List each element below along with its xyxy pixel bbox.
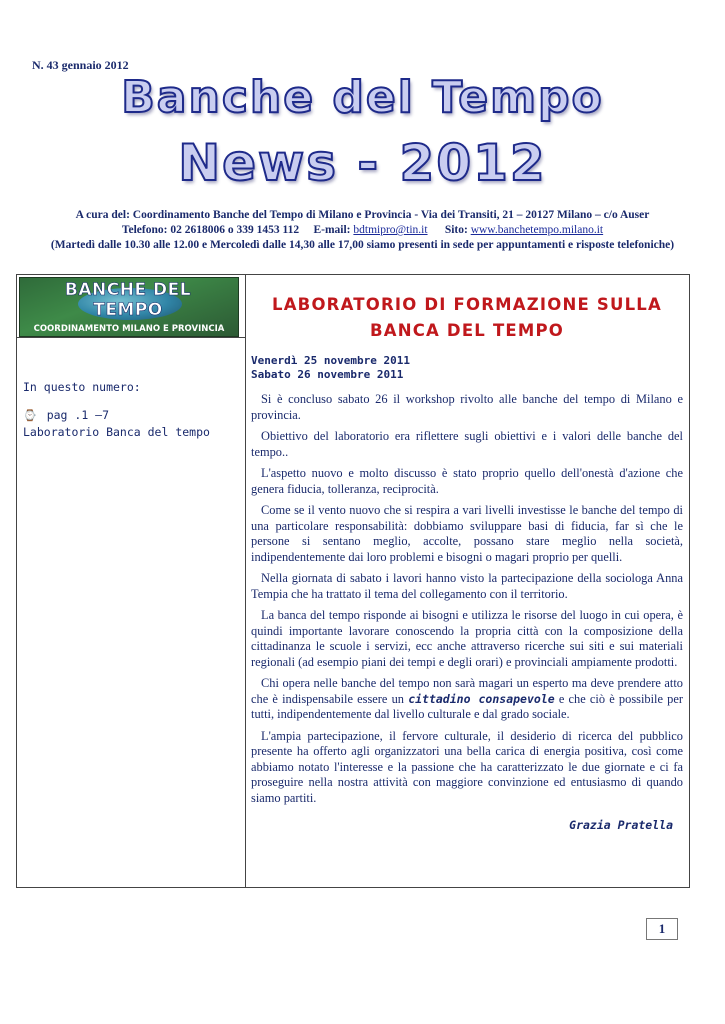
contact-block: [0, 208, 725, 253]
office-hours: (Martedì dalle 10.30 alle 12.00 e Mercoledì dalle 14,30 alle 17,00 siamo presenti in sede per appuntamenti e risposte telefoniche): [50, 239, 675, 251]
paragraph-5: Nella giornata di sabato i lavori hanno visto la partecipazione della sociologa Anna Tempia che ha trattato il tema del collegamento con il territorio.: [251, 571, 683, 601]
headline-line-1: LABORATORIO DI FORMAZIONE SULLA: [272, 295, 662, 314]
contact-line: [0, 223, 725, 238]
phone-number: 02 2618006 o 339 1453 112: [170, 224, 300, 236]
logo: [19, 277, 239, 337]
headline-line-2: BANCA DEL TEMPO: [369, 321, 565, 340]
organizer-line: A cura del: Coordinamento Banche del Tempo di Milano e Provincia - Via dei Transiti, 21 – 20127 Milano – c/o Auser: [75, 209, 650, 221]
sidebar-contents: [23, 379, 241, 440]
paragraph-3: L'aspetto nuovo e molto discusso è stato proprio quello dell'onestà d'azione che genera fiducia, tolleranza, reciprocità.: [251, 466, 683, 496]
sidebar-divider: [17, 337, 245, 338]
paragraph-1: Si è concluso sabato 26 il workshop rivolto alle banche del tempo di Milano e provincia.: [251, 392, 683, 422]
date-2: Sabato 26 novembre 2011: [251, 368, 404, 381]
logo-subtitle: COORDINAMENTO MILANO E PROVINCIA: [33, 324, 225, 334]
paragraph-7: [251, 676, 683, 723]
sidebar-heading: In questo numero:: [23, 380, 141, 394]
emphasis-citizen: cittadino consapevole: [408, 691, 555, 706]
email-link[interactable]: bdtmipro@tin.it: [353, 224, 428, 236]
article-dates: [251, 354, 683, 382]
paragraph-4: Come se il vento nuovo che si respira a vari livelli investisse le banche del tempo di una particolare responsabilità: dobbiamo sviluppare basi di fiducia, far sì che le persone si sentano meglio, accolte, possano stare meglio nella società, indipendentemente dai loro problemi e bisogni o magari proprio per quelli.: [251, 503, 683, 564]
site-label: Sito:: [444, 224, 468, 236]
email-label: E-mail:: [313, 224, 351, 236]
newsletter-title: Banche del Tempo: [121, 72, 604, 123]
paragraph-6: La banca del tempo risponde ai bisogni e utilizza le risorse del luogo in cui opera, è quindi importante lavorare conoscendo la propria città con la composizione della cittadinanza le scuole i servizi, ecc anche attraverso ricerche sui siti e sui materiali regionali (ad esempio piani dei tempi e degli orari) e provinciali ampiamente prodotti.: [251, 608, 683, 669]
paragraph-7-c: e che ciò è possibile per tutti, indipendentemente dal livello culturale e dal grado sociale.: [251, 691, 683, 721]
article-headline: [251, 292, 683, 344]
author-signature: Grazia Pratella: [569, 818, 673, 832]
article-body: [251, 392, 683, 806]
logo-title: BANCHE DEL TEMPO: [64, 280, 192, 320]
phone-label: Telefono:: [121, 224, 168, 236]
clock-icon: ⌚: [23, 409, 37, 422]
page-number: 1: [646, 918, 678, 940]
content-frame: [16, 274, 690, 888]
paragraph-8: L'ampia partecipazione, il fervore culturale, il desiderio di ricerca del pubblico presente ha offerto agli organizzatori una bella carica di energia positiva, così come abbiamo notato l'interesse e la passione che ha caratterizzato le due giornate e ci fa proseguire nella nostra attività con maggiore convinzione ed entusiasmo di quando siamo partiti.: [251, 728, 683, 805]
paragraph-7-a: Chi opera nelle banche del tempo non sarà magari un esperto ma deve prendere atto che è indispensabile essere un: [251, 676, 683, 706]
issue-number: N. 43 gennaio 2012: [32, 58, 129, 72]
date-1: Venerdì 25 novembre 2011: [251, 354, 410, 367]
site-link[interactable]: www.banchetempo.milano.it: [470, 224, 604, 236]
article: [251, 275, 683, 832]
column-divider: [245, 275, 246, 887]
newsletter-subtitle: News - 2012: [178, 134, 547, 192]
sidebar-pages: [23, 407, 241, 424]
sidebar-page-range[interactable]: pag .1 –7: [46, 408, 110, 422]
paragraph-2: Obiettivo del laboratorio era riflettere sugli obiettivi e i valori delle banche del tempo..: [251, 429, 683, 459]
sidebar-item[interactable]: Laboratorio Banca del tempo: [23, 425, 210, 439]
